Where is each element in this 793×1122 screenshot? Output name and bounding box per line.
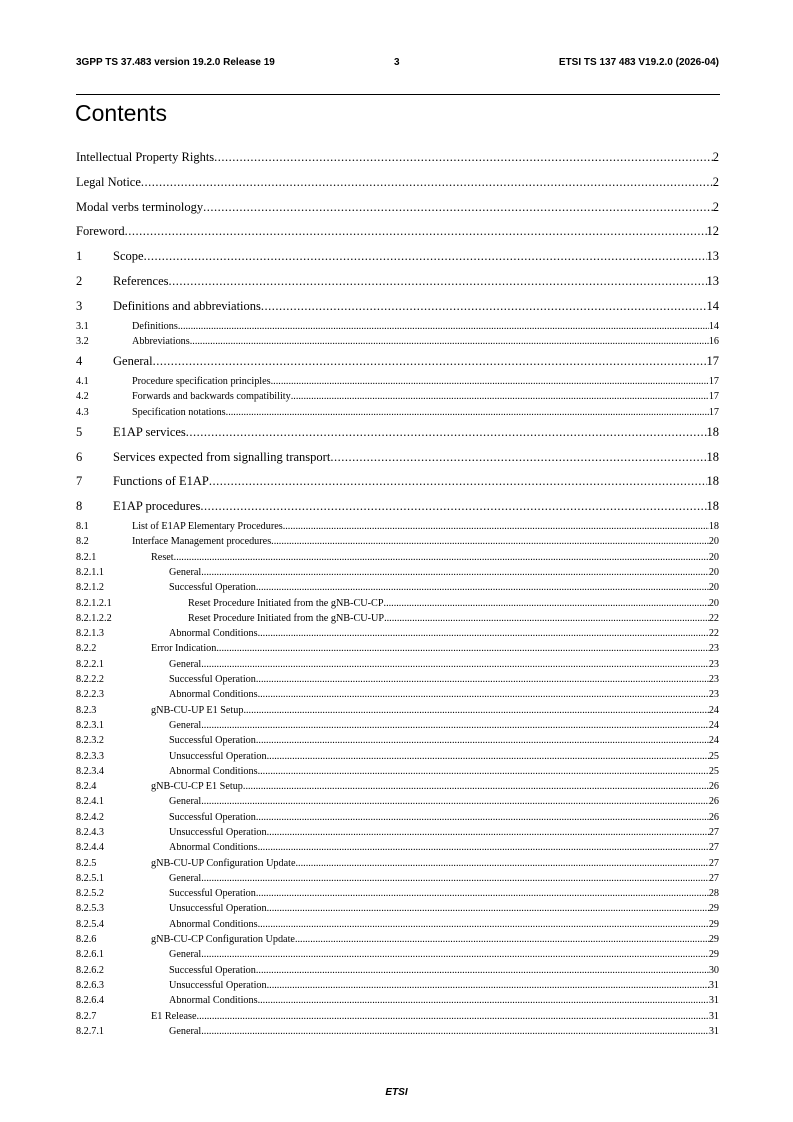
toc-dot-leader <box>267 901 709 916</box>
toc-dot-leader <box>201 565 709 580</box>
toc-entry[interactable] <box>76 932 719 947</box>
toc-dot-leader <box>174 550 709 565</box>
toc-entry-title: Error Indication <box>151 643 217 655</box>
toc-entry-title: Definitions <box>132 320 178 332</box>
toc-entry-title: Unsuccessful Operation <box>169 750 267 762</box>
toc-entry-title: Reset <box>151 551 174 563</box>
toc-entry[interactable] <box>76 794 719 809</box>
toc-entry[interactable] <box>76 469 719 494</box>
toc-dot-leader <box>190 334 709 349</box>
toc-entry-number: 8.2.4.3 <box>76 826 105 838</box>
toc-entry-page: 29 <box>708 903 719 915</box>
toc-entry-title: Abnormal Conditions <box>169 765 258 777</box>
toc-entry-page: 18 <box>706 474 719 489</box>
toc-dot-leader <box>271 534 709 549</box>
toc-entry-page: 27 <box>708 826 719 838</box>
toc-entry-title: gNB-CU-CP Configuration Update <box>151 934 295 946</box>
toc-entry-title: General <box>169 949 202 961</box>
header-rule <box>76 94 720 95</box>
toc-entry-number: 3.1 <box>76 320 89 332</box>
toc-entry[interactable] <box>76 1024 719 1039</box>
toc-entry-page: 20 <box>708 597 719 609</box>
toc-entry[interactable] <box>76 374 719 389</box>
toc-dot-leader <box>267 978 709 993</box>
toc-entry-number: 8.2.6.4 <box>76 995 105 1007</box>
toc-entry-page: 20 <box>708 582 719 594</box>
toc-dot-leader <box>258 917 709 932</box>
toc-entry-page: 12 <box>706 224 719 239</box>
toc-dot-leader <box>256 580 709 595</box>
toc-entry-number: 8.2.1.2.2 <box>76 612 112 624</box>
toc-entry-number: 8.2.6.1 <box>76 949 105 961</box>
toc-entry-page: 31 <box>708 1025 719 1037</box>
toc-entry-page: 20 <box>708 551 719 563</box>
toc-entry-page: 26 <box>708 781 719 793</box>
toc-entry-title: References <box>113 273 169 288</box>
toc-entry-title: General <box>169 796 202 808</box>
toc-entry-title: Abbreviations <box>132 335 190 347</box>
toc-entry-number: 8.2.3 <box>76 704 97 716</box>
toc-entry-title: Intellectual Property Rights <box>76 150 215 164</box>
toc-dot-leader <box>153 349 707 374</box>
toc-entry-number: 8.1 <box>76 521 89 533</box>
toc-entry-title: Successful Operation <box>169 582 256 594</box>
toc-entry-number: 8.2.6.2 <box>76 964 105 976</box>
toc-entry[interactable] <box>76 978 719 993</box>
toc-entry-title: General <box>169 566 202 578</box>
toc-entry-page: 18 <box>706 424 719 439</box>
toc-dot-leader <box>384 596 709 611</box>
toc-entry-page: 18 <box>708 521 719 533</box>
toc-dot-leader <box>258 687 709 702</box>
page-footer: ETSI <box>385 1087 408 1098</box>
toc-entry-title: Definitions and abbreviations <box>113 298 261 313</box>
toc-dot-leader <box>256 963 709 978</box>
toc-entry[interactable] <box>76 871 719 886</box>
toc-dot-leader <box>261 294 707 319</box>
toc-entry[interactable] <box>76 917 719 932</box>
toc-dot-leader <box>203 195 713 220</box>
toc-entry[interactable] <box>76 596 719 611</box>
toc-entry[interactable] <box>76 810 719 825</box>
toc-entry-number: 5 <box>76 424 83 439</box>
toc-entry-title: General <box>113 354 153 369</box>
toc-entry-page: 2 <box>712 174 719 189</box>
toc-entry-title: Modal verbs terminology <box>76 199 204 214</box>
toc-entry[interactable] <box>76 703 719 718</box>
toc-entry-title: gNB-CU-UP Configuration Update <box>151 857 296 869</box>
header-page-number: 3 <box>394 57 400 68</box>
toc-entry-title: Unsuccessful Operation <box>169 903 267 915</box>
toc-entry-title: Foreword <box>76 224 125 239</box>
toc-entry[interactable] <box>76 405 719 420</box>
toc-entry-page: 23 <box>708 674 719 686</box>
toc-entry[interactable] <box>76 764 719 779</box>
toc-entry-title: General <box>169 719 202 731</box>
toc-entry-page: 25 <box>708 750 719 762</box>
toc-dot-leader <box>271 374 709 389</box>
toc-entry-title: Legal Notice <box>76 174 141 189</box>
toc-entry-title: Specification notations <box>132 406 226 418</box>
toc-entry[interactable] <box>76 825 719 840</box>
toc-entry-number: 8.2.2.3 <box>76 689 105 701</box>
toc-dot-leader <box>144 244 707 269</box>
toc-entry-title: Abnormal Conditions <box>169 995 258 1007</box>
page-header <box>76 57 719 71</box>
toc-entry-page: 31 <box>708 1010 719 1022</box>
toc-entry-page: 24 <box>708 704 719 716</box>
toc-entry-number: 8.2.4.1 <box>76 796 105 808</box>
toc-entry-title: Successful Operation <box>169 811 256 823</box>
toc-entry-number: 7 <box>76 474 83 489</box>
toc-entry[interactable] <box>76 389 719 404</box>
toc-entry-title: Abnormal Conditions <box>169 842 258 854</box>
toc-entry-number: 8.2 <box>76 536 89 548</box>
toc-dot-leader <box>258 626 709 641</box>
toc-entry-number: 8.2.2.2 <box>76 674 105 686</box>
toc-entry[interactable] <box>76 195 719 220</box>
toc-entry-title: Successful Operation <box>169 888 256 900</box>
toc-entry-title: Forwards and backwards compatibility <box>132 391 291 403</box>
toc-dot-leader <box>200 494 706 519</box>
toc-dot-leader <box>178 319 709 334</box>
toc-entry-number: 8.2.5.1 <box>76 872 105 884</box>
toc-dot-leader <box>258 993 709 1008</box>
toc-entry-number: 8.2.6.3 <box>76 979 105 991</box>
toc-entry[interactable] <box>76 687 719 702</box>
toc-dot-leader <box>125 219 707 244</box>
toc-entry-title: General <box>169 1025 202 1037</box>
toc-entry-page: 23 <box>708 658 719 670</box>
toc-entry-title: Interface Management procedures <box>132 536 272 548</box>
toc-entry[interactable] <box>76 349 719 374</box>
toc-entry-number: 8.2.1.2.1 <box>76 597 112 609</box>
toc-entry-page: 27 <box>708 842 719 854</box>
toc-dot-leader <box>256 886 709 901</box>
header-etsi-reference: ETSI TS 137 483 V19.2.0 (2026-04) <box>558 57 719 68</box>
toc-entry-page: 26 <box>708 811 719 823</box>
toc-dot-leader <box>216 641 708 656</box>
toc-dot-leader <box>330 445 706 470</box>
toc-entry[interactable] <box>76 145 719 170</box>
toc-entry-number: 8.2.5.3 <box>76 903 105 915</box>
toc-entry[interactable] <box>76 779 719 794</box>
toc-entry[interactable] <box>76 749 719 764</box>
toc-entry-title: Unsuccessful Operation <box>169 979 267 991</box>
toc-entry-page: 25 <box>708 765 719 777</box>
toc-dot-leader <box>267 749 709 764</box>
toc-entry-title: Abnormal Conditions <box>169 689 258 701</box>
toc-entry-page: 27 <box>708 872 719 884</box>
toc-entry-number: 8.2.7 <box>76 1010 97 1022</box>
toc-entry-number: 8 <box>76 499 83 514</box>
toc-entry[interactable] <box>76 963 719 978</box>
toc-dot-leader <box>283 519 709 534</box>
toc-entry-page: 17 <box>708 406 719 418</box>
toc-entry-number: 8.2.3.1 <box>76 719 105 731</box>
toc-entry-title: Procedure specification principles <box>132 375 271 387</box>
toc-entry[interactable] <box>76 901 719 916</box>
toc-entry[interactable] <box>76 519 719 534</box>
toc-entry[interactable] <box>76 657 719 672</box>
toc-dot-leader <box>243 703 708 718</box>
toc-entry-title: Successful Operation <box>169 674 256 686</box>
toc-dot-leader <box>169 269 707 294</box>
toc-entry-title: List of E1AP Elementary Procedures <box>132 521 283 533</box>
toc-entry[interactable] <box>76 269 719 294</box>
toc-entry-page: 14 <box>706 298 719 313</box>
toc-entry-title: Reset Procedure Initiated from the gNB-CU-CP <box>188 597 384 609</box>
toc-dot-leader <box>214 145 713 170</box>
toc-dot-leader <box>197 1009 709 1024</box>
toc-entry[interactable] <box>76 550 719 565</box>
toc-entry-page: 2 <box>712 150 719 164</box>
toc-dot-leader <box>384 611 709 626</box>
toc-entry-page: 23 <box>708 643 719 655</box>
page-title: Contents <box>75 100 168 126</box>
toc-entry[interactable] <box>76 334 719 349</box>
toc-dot-leader <box>226 405 709 420</box>
toc-entry[interactable] <box>76 733 719 748</box>
toc-entry-page: 23 <box>708 689 719 701</box>
toc-entry-title: Successful Operation <box>169 735 256 747</box>
toc-entry[interactable] <box>76 641 719 656</box>
toc-dot-leader <box>291 389 709 404</box>
toc-entry-page: 29 <box>708 949 719 961</box>
toc-entry[interactable] <box>76 993 719 1008</box>
toc-entry[interactable] <box>76 856 719 871</box>
toc-entry-number: 8.2.1.1 <box>76 566 105 578</box>
toc-dot-leader <box>295 932 709 947</box>
toc-entry[interactable] <box>76 580 719 595</box>
toc-entry-number: 8.2.3.2 <box>76 735 105 747</box>
toc-dot-leader <box>201 1024 709 1039</box>
toc-dot-leader <box>201 871 709 886</box>
toc-entry-number: 8.2.3.4 <box>76 765 105 777</box>
toc-entry[interactable] <box>76 565 719 580</box>
toc-entry[interactable] <box>76 534 719 549</box>
toc-entry-number: 4.2 <box>76 391 89 403</box>
toc-entry-page: 22 <box>708 628 719 640</box>
toc-entry[interactable] <box>76 445 719 470</box>
toc-entry-page: 29 <box>708 918 719 930</box>
table-of-contents <box>76 145 719 1039</box>
toc-entry-page: 24 <box>708 735 719 747</box>
toc-entry-number: 8.2.1 <box>76 551 97 563</box>
toc-entry-page: 2 <box>712 199 719 214</box>
toc-dot-leader <box>256 810 709 825</box>
toc-entry-number: 3.2 <box>76 335 89 347</box>
toc-entry-page: 13 <box>706 273 719 288</box>
toc-entry-number: 4 <box>76 354 83 369</box>
toc-entry-page: 13 <box>706 249 719 264</box>
toc-entry-number: 8.2.2.1 <box>76 658 105 670</box>
toc-entry-number: 6 <box>76 449 83 464</box>
toc-entry-number: 8.2.4.4 <box>76 842 105 854</box>
header-spec-version: 3GPP TS 37.483 version 19.2.0 Release 19 <box>76 57 275 68</box>
toc-entry-title: E1AP procedures <box>113 499 201 514</box>
toc-entry-number: 8.2.5.4 <box>76 918 105 930</box>
toc-entry-number: 8.2.4.2 <box>76 811 105 823</box>
toc-entry-page: 26 <box>708 796 719 808</box>
toc-entry-number: 1 <box>76 249 83 264</box>
toc-entry-number: 4.3 <box>76 406 89 418</box>
toc-entry[interactable] <box>76 718 719 733</box>
toc-entry-page: 16 <box>708 335 719 347</box>
toc-entry-title: Abnormal Conditions <box>169 628 258 640</box>
toc-entry-title: Reset Procedure Initiated from the gNB-CU-UP <box>188 612 385 624</box>
toc-entry-page: 31 <box>708 979 719 991</box>
toc-entry[interactable] <box>76 319 719 334</box>
toc-entry-number: 3 <box>76 298 83 313</box>
toc-dot-leader <box>258 764 709 779</box>
toc-entry-number: 8.2.1.3 <box>76 628 105 640</box>
toc-entry-number: 8.2.5 <box>76 857 97 869</box>
toc-dot-leader <box>141 170 713 195</box>
toc-dot-leader <box>201 947 709 962</box>
toc-dot-leader <box>186 420 707 445</box>
toc-entry-page: 27 <box>708 857 719 869</box>
toc-entry[interactable] <box>76 947 719 962</box>
toc-entry-page: 22 <box>708 612 719 624</box>
toc-entry-page: 29 <box>708 934 719 946</box>
toc-dot-leader <box>243 779 709 794</box>
toc-entry-title: E1 Release <box>151 1010 197 1022</box>
toc-entry-title: E1AP services <box>113 424 186 439</box>
toc-entry-title: gNB-CU-UP E1 Setup <box>151 704 244 716</box>
toc-entry-title: Unsuccessful Operation <box>169 826 267 838</box>
toc-dot-leader <box>201 794 709 809</box>
toc-dot-leader <box>256 672 709 687</box>
toc-dot-leader <box>256 733 709 748</box>
toc-entry-title: Abnormal Conditions <box>169 918 258 930</box>
toc-entry[interactable] <box>76 494 719 519</box>
toc-entry[interactable] <box>76 611 719 626</box>
toc-entry-page: 17 <box>708 375 719 387</box>
toc-entry[interactable] <box>76 219 719 244</box>
toc-entry-title: Scope <box>113 249 144 264</box>
toc-entry-page: 17 <box>706 354 719 369</box>
toc-entry-page: 14 <box>708 320 719 332</box>
toc-entry-page: 28 <box>708 888 719 900</box>
toc-entry[interactable] <box>76 244 719 269</box>
toc-entry[interactable] <box>76 420 719 445</box>
toc-entry[interactable] <box>76 626 719 641</box>
toc-entry-page: 17 <box>708 391 719 403</box>
toc-entry-title: General <box>169 872 202 884</box>
toc-dot-leader <box>209 469 707 494</box>
toc-entry-title: Services expected from signalling transport <box>113 449 331 464</box>
toc-entry-number: 8.2.4 <box>76 781 97 793</box>
toc-entry-title: Functions of E1AP <box>113 474 209 489</box>
toc-entry-page: 18 <box>706 499 719 514</box>
toc-entry[interactable] <box>76 886 719 901</box>
toc-entry-number: 8.2.6 <box>76 934 97 946</box>
toc-dot-leader <box>201 718 709 733</box>
toc-entry-title: Successful Operation <box>169 964 256 976</box>
toc-entry[interactable] <box>76 294 719 319</box>
toc-entry-number: 8.2.3.3 <box>76 750 105 762</box>
toc-entry-page: 30 <box>708 964 719 976</box>
toc-dot-leader <box>296 856 709 871</box>
toc-dot-leader <box>258 840 709 855</box>
toc-entry-page: 18 <box>706 449 719 464</box>
toc-entry-number: 8.2.5.2 <box>76 888 105 900</box>
toc-entry[interactable] <box>76 170 719 195</box>
toc-entry[interactable] <box>76 1009 719 1024</box>
toc-entry-page: 24 <box>708 719 719 731</box>
toc-entry-page: 20 <box>708 536 719 548</box>
toc-entry-number: 8.2.7.1 <box>76 1025 105 1037</box>
toc-entry-number: 8.2.1.2 <box>76 582 105 594</box>
toc-entry-title: gNB-CU-CP E1 Setup <box>151 781 243 793</box>
toc-entry-number: 8.2.2 <box>76 643 97 655</box>
toc-entry-page: 20 <box>708 566 719 578</box>
toc-entry-number: 4.1 <box>76 375 89 387</box>
toc-entry-title: General <box>169 658 202 670</box>
toc-entry-page: 31 <box>708 995 719 1007</box>
toc-entry[interactable] <box>76 672 719 687</box>
toc-entry-number: 2 <box>76 273 83 288</box>
toc-entry[interactable] <box>76 840 719 855</box>
toc-dot-leader <box>267 825 709 840</box>
toc-dot-leader <box>201 657 709 672</box>
